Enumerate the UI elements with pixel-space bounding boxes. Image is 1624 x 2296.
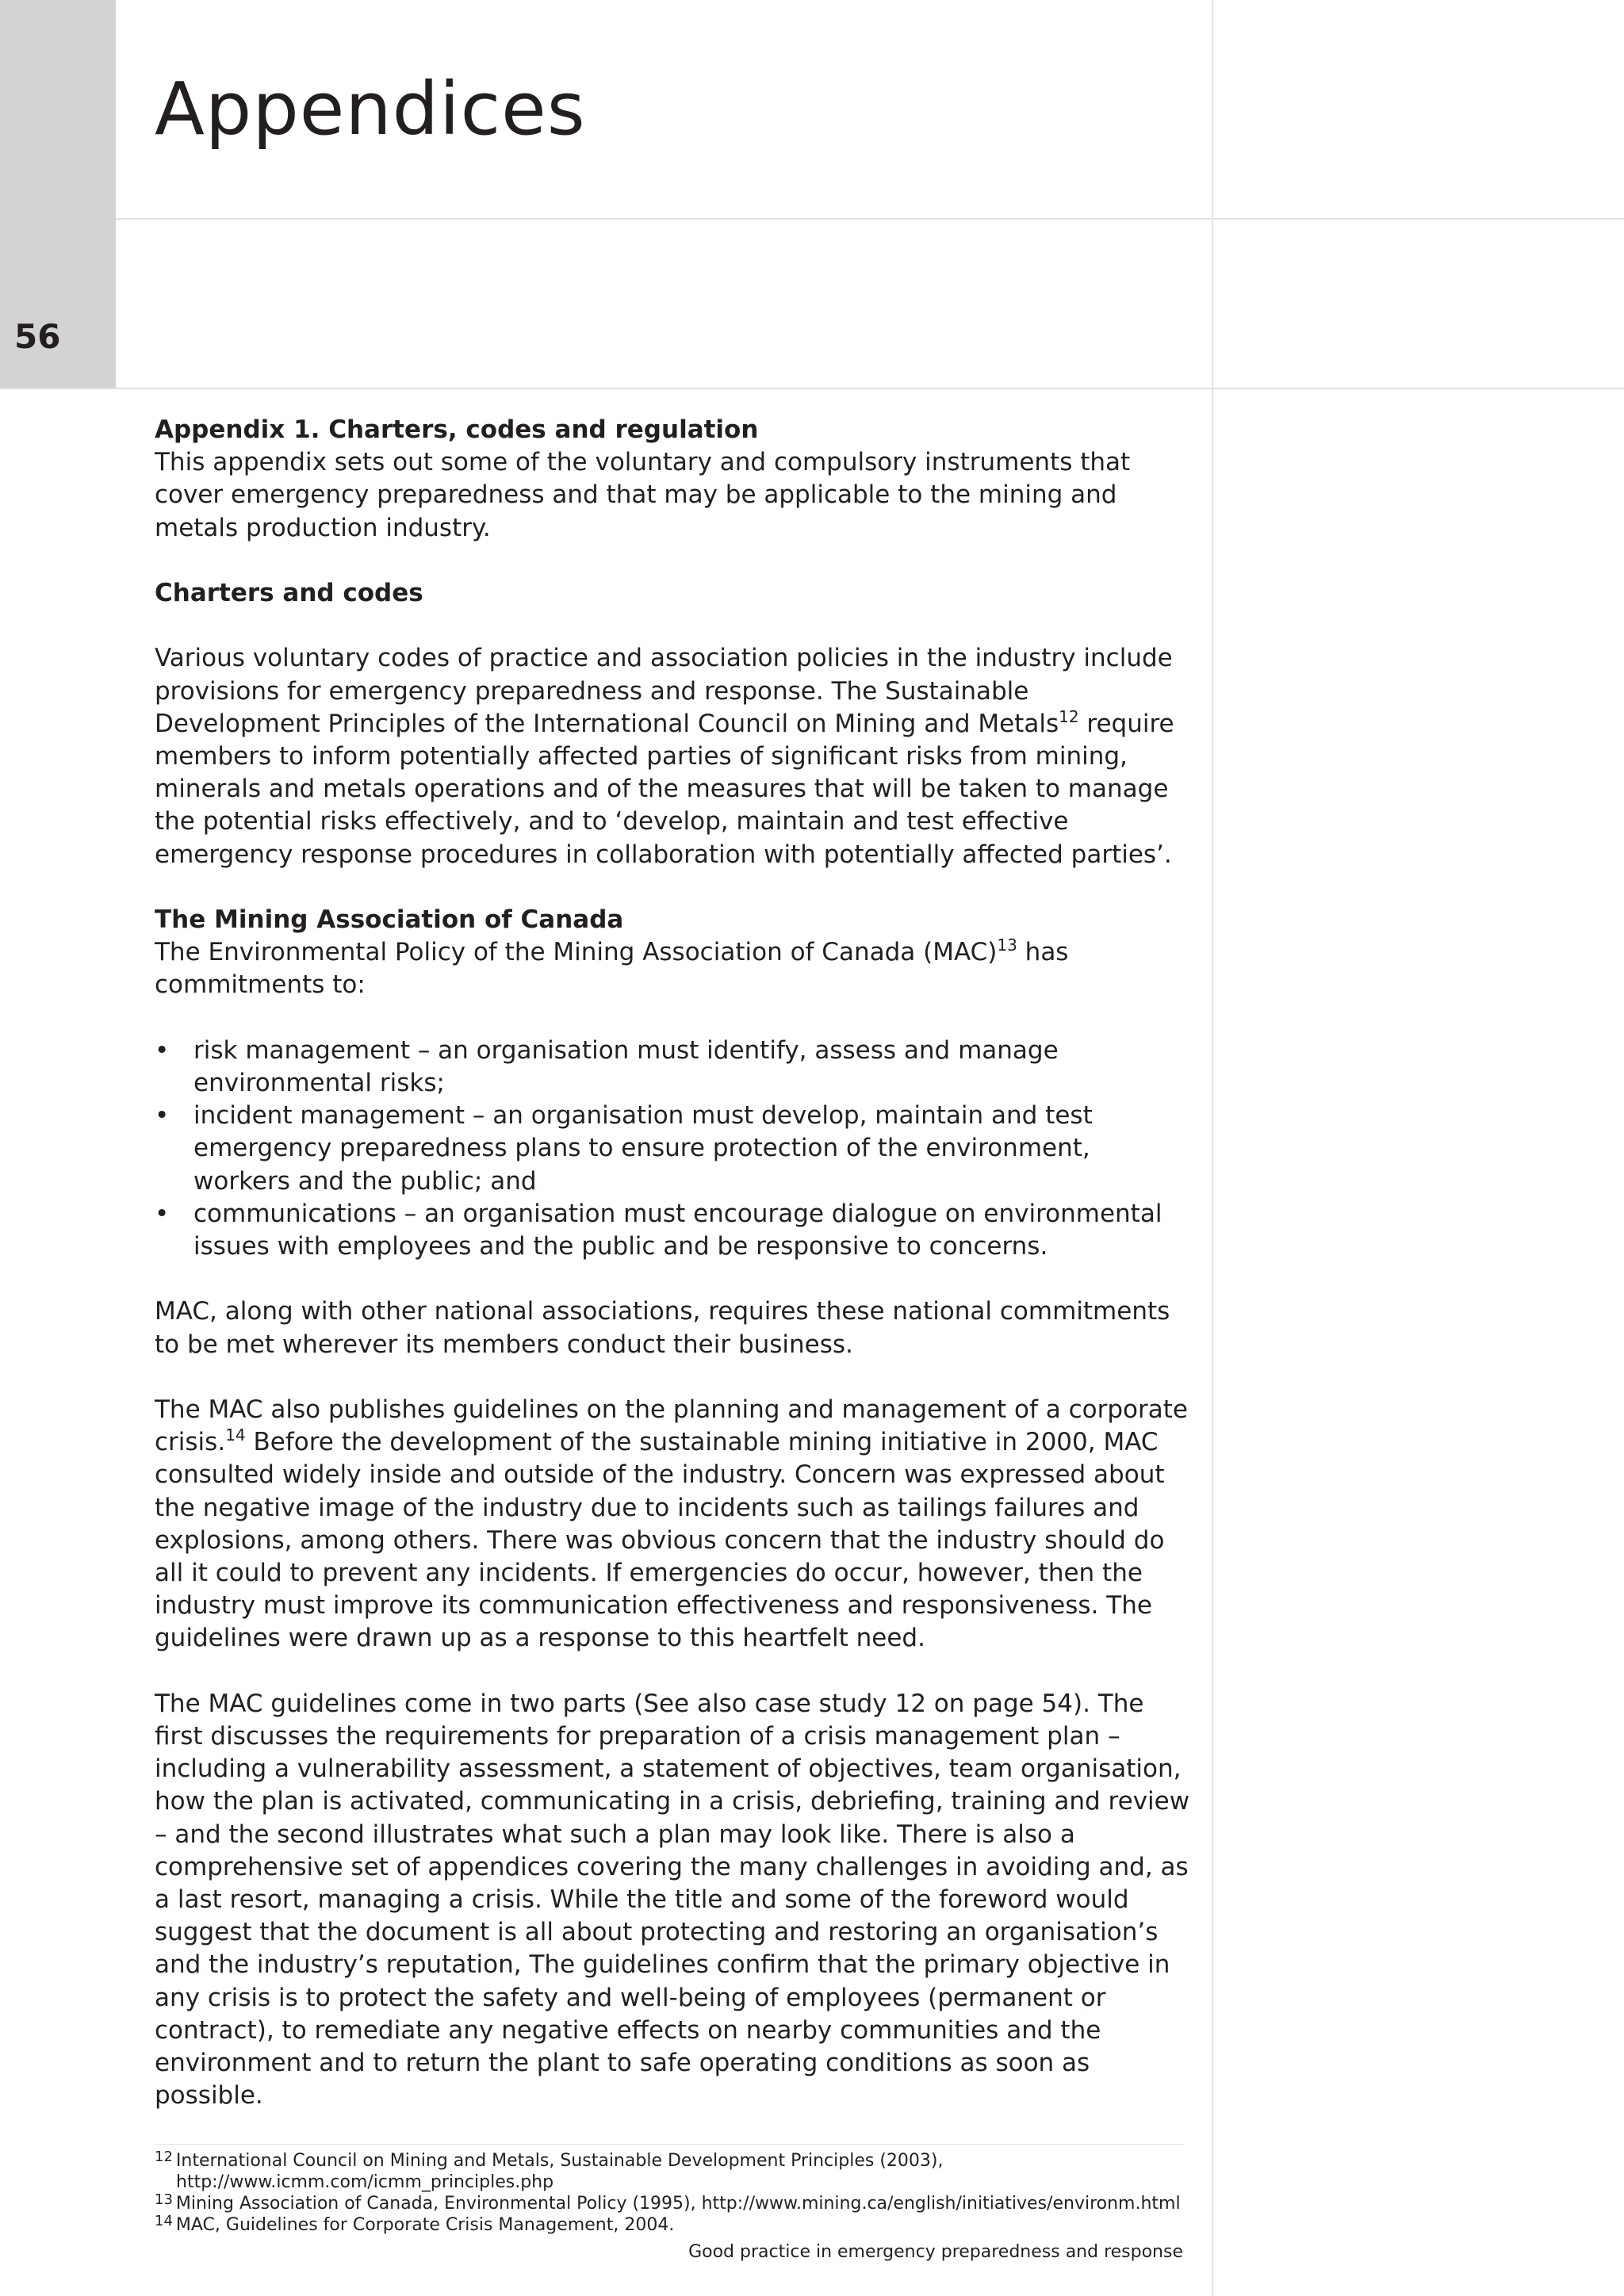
mac-paragraph-1: MAC, along with other national associations, requires these national commitments to be met wherever its members conduct their business. [155,1297,1170,1359]
footnote-14: $^{14}$ MAC, Guidelines for Corporate Crisis Management, 2004. [155,2213,675,2235]
list-item: • incident management – an organisation must develop, maintain and test emergency preparedness plans to ensure protection of the environment, workers and the public; and [155,1100,1193,1198]
mac-heading: The Mining Association of Canada [155,905,624,934]
mac-paragraph-2: The MAC also publishes guidelines on the planning and management of a corporate crisis.$^{14}$ Before the development of the sustainable mining initiative in 2000, MAC consulted widely inside and outside of the industry. Concern was expressed about the negative image of the industry due to incidents such as tailings failures and explosions, among others. There was obvious concern that the industry should do all it could to prevent any incidents. If emergencies do occur, however, then the industry must improve its communication effectiveness and responsiveness. The guidelines were drawn up as a response to this heartfelt need. [155,1395,1188,1653]
footnote-13: $^{13}$ Mining Association of Canada, Environmental Policy (1995), http://www.mining.ca/english/initiatives/environm.html [155,2191,1181,2214]
list-item: • risk management – an organisation must identify, assess and manage environmental risks; [155,1035,1193,1100]
footnote-12-url: http://www.icmm.com/icmm_principles.php [176,2172,554,2192]
appendix-heading: Appendix 1. Charters, codes and regulation [155,415,759,444]
footnotes [155,2150,1209,2236]
commitments-list [155,1035,1193,1263]
charters-paragraph: Various voluntary codes of practice and association policies in the industry include provisions for emergency preparedness and response. The Sustainable Development Principles of the International Council on Mining and Metals$^{12}$ require members to inform potentially affected parties of significant risks from mining, minerals and metals operations and of the measures that will be taken to manage the potential risks effectively, and to ‘develop, maintain and test effective emergency response procedures in collaboration with potentially affected parties’. [155,644,1174,869]
footnote-ref-12: 12 [1059,706,1079,726]
running-footer: Good practice in emergency preparedness and response [688,2242,1183,2262]
footnote-ref-13: 13 [997,936,1017,955]
header-divider [116,218,1624,220]
main-content [155,414,1193,2112]
page-title: Appendices [155,67,586,151]
appendix-intro: This appendix sets out some of the voluntary and compulsory instruments that cover emergency preparedness and that may be applicable to the mining and metals production industry. [155,448,1131,542]
list-item: • communications – an organisation must encourage dialogue on environmental issues with employees and the public and be responsive to concerns. [155,1198,1193,1263]
page-number: 56 [14,317,61,356]
mac-intro: The Environmental Policy of the Mining Association of Canada (MAC)$^{13}$ has commitments to: [155,936,1069,1000]
footnote-divider [155,2144,1184,2145]
footnote-12: $^{12}$ International Council on Mining and Metals, Sustainable Development Principles (2003), [155,2149,944,2171]
mac-paragraph-3: The MAC guidelines come in two parts (See also case study 12 on page 54). The first discusses the requirements for preparation of a crisis management plan – including a vulnerability assessment, a statement of objectives, team organisation, how the plan is activated, communicating in a crisis, debriefing, training and review – and the second illustrates what such a plan may look like. There is also a comprehensive set of appendices covering the many challenges in avoiding and, as a last resort, managing a crisis. While the title and some of the foreword would suggest that the document is all about protecting and restoring an organisation’s and the industry’s reputation, The guidelines confirm that the primary objective in any crisis is to protect the safety and well-being of employees (permanent or contract), to remediate any negative effects on nearby communities and the environment and to return the plant to safe operating conditions as soon as possible. [155,1689,1190,2110]
charters-heading: Charters and codes [155,579,423,607]
header-divider-bottom [0,388,1624,389]
footnote-ref-14: 14 [225,1425,246,1445]
column-divider [1212,0,1213,2296]
